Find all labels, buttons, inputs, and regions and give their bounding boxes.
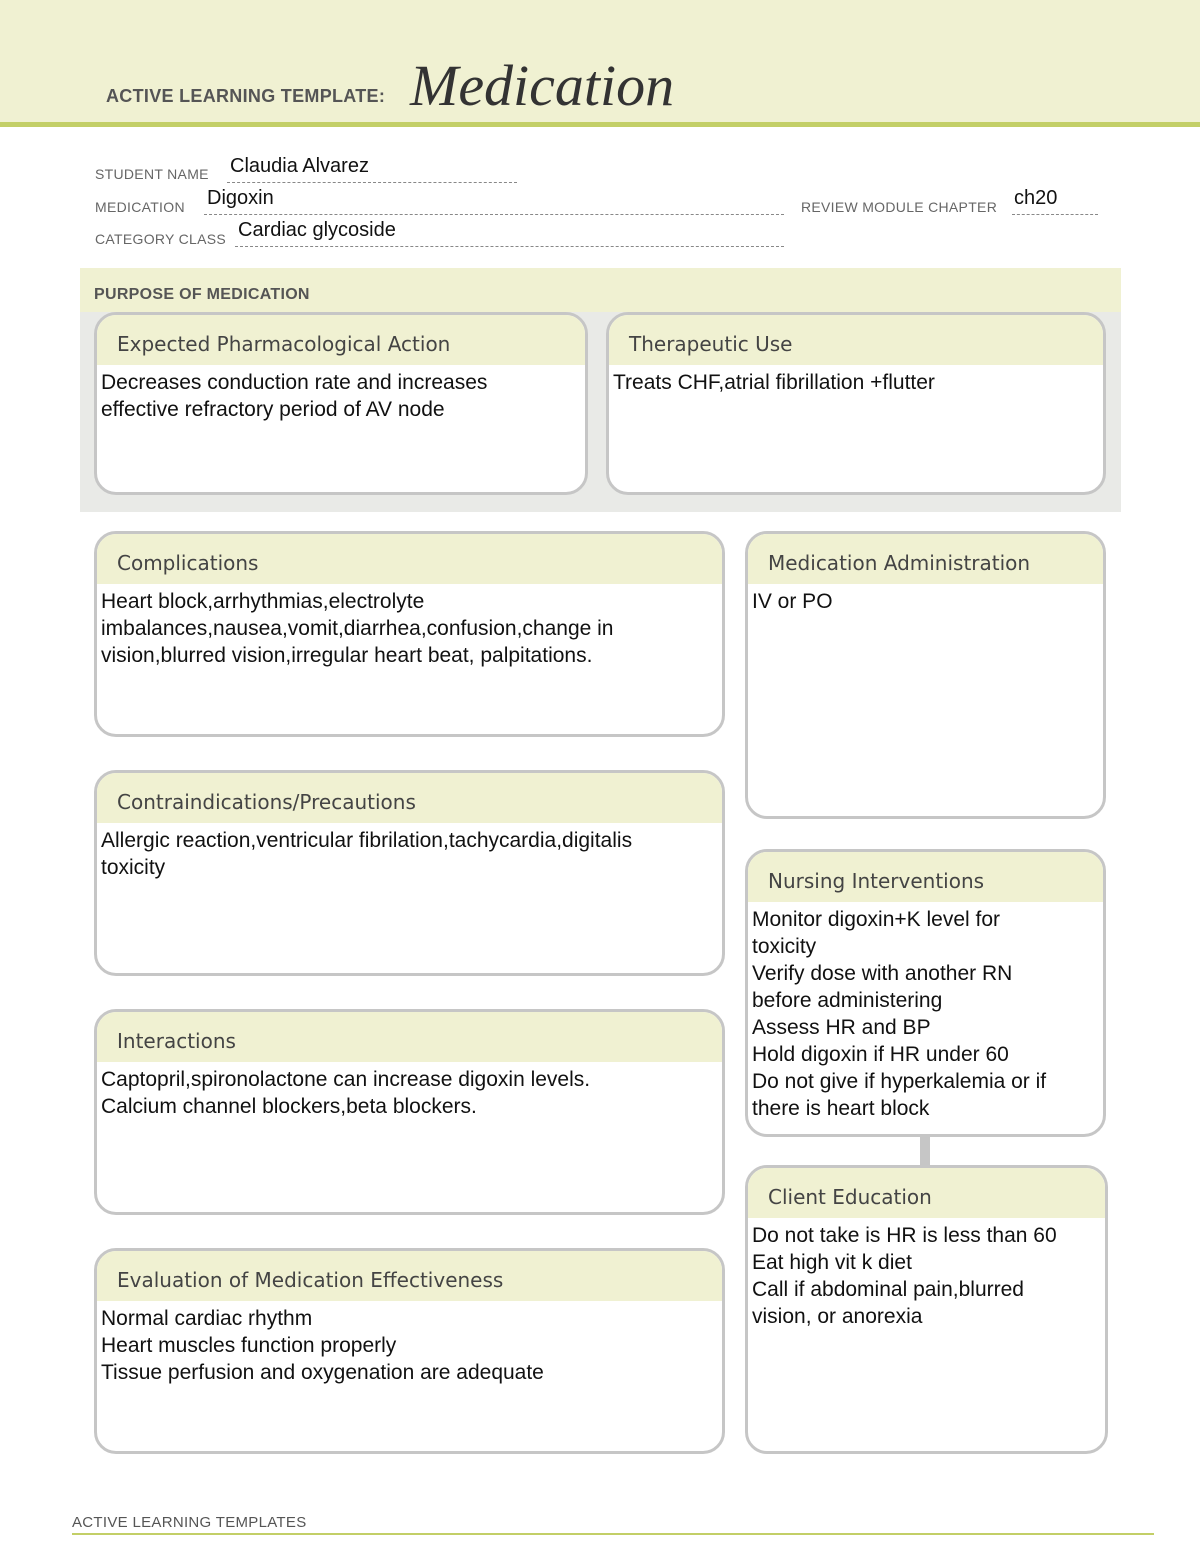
medication-value[interactable]: Digoxin — [207, 187, 274, 209]
header-rule — [0, 122, 1200, 127]
education-heading: Client Education — [748, 1168, 1105, 1218]
review-module-line — [1012, 214, 1098, 215]
administration-box — [745, 531, 1106, 819]
category-line — [235, 246, 784, 247]
nursing-heading: Nursing Interventions — [748, 852, 1103, 902]
expected-action-heading: Expected Pharmacological Action — [97, 315, 585, 365]
interactions-heading: Interactions — [97, 1012, 722, 1062]
contraindications-heading: Contraindications/Precautions — [97, 773, 722, 823]
administration-text[interactable]: IV or PO — [752, 590, 833, 613]
interactions-box — [94, 1009, 725, 1215]
contraindications-text[interactable]: Allergic reaction,ventricular fibrilation,tachycardia,digitalis toxicity — [101, 829, 633, 879]
complications-box — [94, 531, 725, 737]
template-label: ACTIVE LEARNING TEMPLATE: — [106, 86, 386, 106]
evaluation-heading: Evaluation of Medication Effectiveness — [97, 1251, 722, 1301]
education-box — [745, 1165, 1108, 1454]
administration-heading: Medication Administration — [748, 534, 1103, 584]
education-text[interactable]: Do not take is HR is less than 60 Eat high vit k diet Call if abdominal pain,blurred vision, or anorexia — [752, 1224, 1057, 1328]
footer-label: ACTIVE LEARNING TEMPLATES — [72, 1514, 307, 1531]
medication-label: MEDICATION — [95, 199, 185, 215]
therapeutic-use-box — [606, 312, 1106, 495]
medication-line — [204, 214, 784, 215]
category-label: CATEGORY CLASS — [95, 231, 227, 247]
complications-text[interactable]: Heart block,arrhythmias,electrolyte imbalances,nausea,vomit,diarrhea,confusion,change in vision,blurred vision,irregular heart beat, palpitations. — [101, 590, 614, 667]
expected-action-box — [94, 312, 588, 495]
purpose-title: PURPOSE OF MEDICATION — [94, 286, 310, 303]
template-title: Medication — [410, 53, 675, 118]
expected-action-text[interactable]: Decreases conduction rate and increases effective refractory period of AV node — [101, 371, 488, 421]
box-connector — [920, 1134, 930, 1168]
student-name-value[interactable]: Claudia Alvarez — [230, 155, 369, 177]
review-module-label: REVIEW MODULE CHAPTER — [801, 199, 998, 215]
therapeutic-use-heading: Therapeutic Use — [609, 315, 1103, 365]
therapeutic-use-text[interactable]: Treats CHF,atrial fibrillation +flutter — [613, 371, 935, 394]
complications-heading: Complications — [97, 534, 722, 584]
review-module-value[interactable]: ch20 — [1014, 187, 1058, 209]
student-name-line — [227, 182, 517, 183]
nursing-box — [745, 849, 1106, 1137]
nursing-text[interactable]: Monitor digoxin+K level for toxicity Verify dose with another RN before administering Assess HR and BP Hold digoxin if HR under 60 Do not give if hyperkalemia or if there is heart block — [752, 908, 1047, 1120]
interactions-text[interactable]: Captopril,spironolactone can increase digoxin levels. Calcium channel blockers,beta blockers. — [101, 1068, 591, 1118]
footer-rule — [72, 1533, 1154, 1535]
evaluation-box — [94, 1248, 725, 1454]
evaluation-text[interactable]: Normal cardiac rhythm Heart muscles function properly Tissue perfusion and oxygenation are adequate — [101, 1307, 544, 1384]
contraindications-box — [94, 770, 725, 976]
student-name-label: STUDENT NAME — [95, 166, 209, 182]
category-value[interactable]: Cardiac glycoside — [238, 219, 396, 241]
